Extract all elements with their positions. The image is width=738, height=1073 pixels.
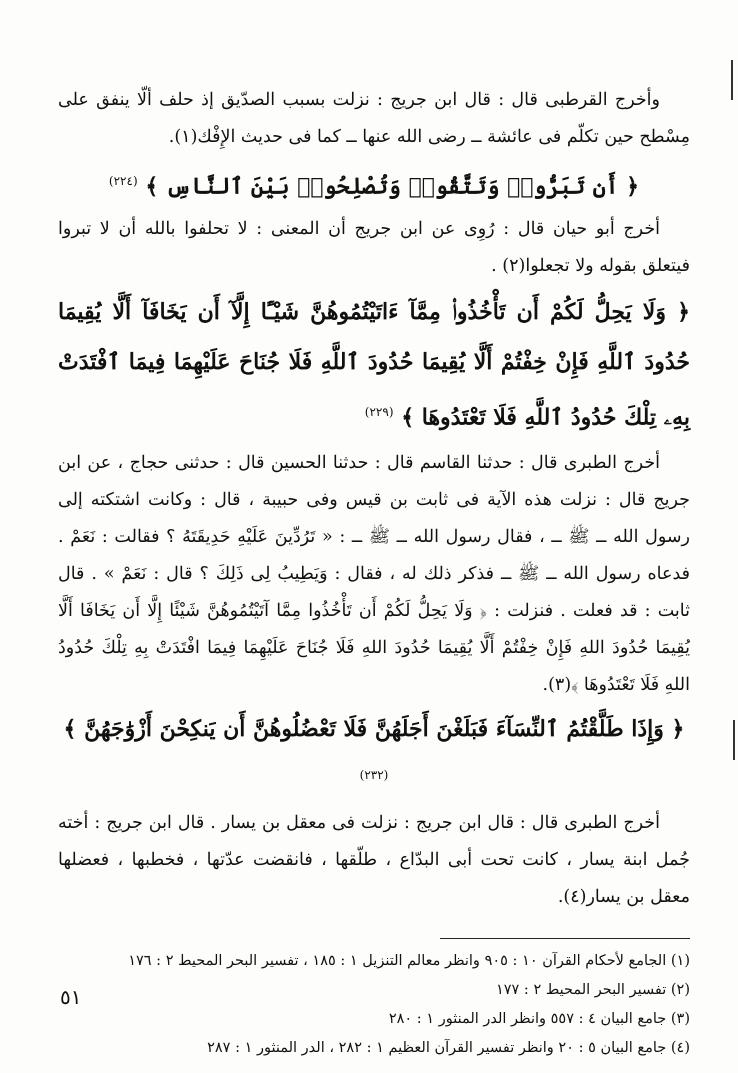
verse-232-text: ﴿ وَإِذَا طَلَّقْتُمُ ٱلنِّسَآءَ فَبَلَغْنَ أَجَلَهُنَّ فَلَا تَعْضُلُوهُنَّ أَن يَنكِحْنَ أَزْوَٰجَهُنَّ ﴾ <box>63 715 685 742</box>
verse-229 <box>58 287 690 442</box>
verse-229-text: ﴿ وَلَا يَحِلُّ لَكُمْ أَن تَأْخُذُوا۟ مِمَّآ ءَاتَيْتُمُوهُنَّ شَيْـًٔا إِلَّآ أَن يَخَافَآ أَلَّا يُقِيمَا حُدُودَ ٱللَّهِ فَإِنْ خِفْتُمْ أَلَّا يُقِيمَا حُدُودَ ٱللَّهِ فَلَا جُنَاحَ عَلَيْهِمَا فِيمَا ٱفْتَدَتْ بِهِۦ تِلْكَ حُدُودُ ٱللَّهِ فَلَا تَعْتَدُوهَا ﴾ <box>58 299 690 431</box>
verse-224 <box>58 158 690 209</box>
verse-232-number: (٢٣٢) <box>359 767 389 782</box>
page-number: ٥١ <box>60 985 82 1009</box>
verse-224-text: ﴿ أَن تَبَرُّوا۟ وَتَتَّقُوا۟ وَتُصْلِحُوا۟ بَيْنَ ٱلنَّاسِ ﴾ <box>145 173 640 200</box>
paragraph-qurtubi: وأخرج القرطبى قال : قال ابن جريج : نزلت بسبب الصدّيق إذ حلف ألّا ينفق على مِسْطح حين تكلّم فى عائشة ــ رضى الله عنها ــ كما فى حديث الإِفْك(١). <box>58 90 690 147</box>
footnote-2: (٢) تفسير البحر المحيط ٢ : ١٧٧ <box>495 981 690 998</box>
footnote-1: (١) الجامع لأحكام القرآن ١٠ : ٩٠٥ وانظر معالم التنزيل ١ : ١٨٥ ، تفسير البحر المحيط ٢ : ١٧٦ <box>128 952 690 969</box>
paragraph-abu-hayyan: أخرج أبو حيان قال : رُوِى عن ابن جريج أن المعنى : لا تحلفوا بالله أن لا تبروا فيتعلق بقوله ولا تجعلوا(٢) . <box>58 219 690 277</box>
verse-224-number: (٢٢٤) <box>108 174 138 188</box>
paragraph-tabari-1: أخرج الطبرى قال : حدثنا القاسم قال : حدثنا الحسين قال : حدثنى حجاج ، عن ابن جريج قال : نزلت هذه الآية فى ثابت بن قيس وفى حبيبة ، قال : وكانت اشتكته إلى رسول الله ــ ﷺ ــ ، فقال رسول الله ــ ﷺ ــ : « تَرُدِّينَ عَلَيْهِ حَدِيقَتَهُ ؟ فقالت : نَعَمْ . فدعاه رسول الله ــ ﷺ ــ فذكر ذلك له ، فقال : وَيَطِيبُ لِى ذَلِكَ ؟ قال : نَعَمْ » . قال ثابت : قد فعلت . فنزلت : ﴿ وَلَا يَحِلُّ لَكُمْ أَن تَأْخُذُوا مِمَّا آتَيْتُمُوهُنَّ شَيْئًا إِلَّا أَن يَخَافَا أَلَّا يُقِيمَا حُدُودَ اللهِ فَإِنْ خِفْتُمْ أَلَّا يُقِيمَا حُدُودَ اللهِ فَلَا جُنَاحَ عَلَيْهِمَا فِيمَا افْتَدَتْ بِهِ تِلْكَ حُدُودُ اللهِ فَلَا تَعْتَدُوهَا ﴾(٣). <box>58 452 691 695</box>
scan-edge-mark <box>733 720 735 760</box>
verse-232 <box>58 706 690 803</box>
paragraph-tabari-2: أخرج الطبرى قال : قال ابن جريج : نزلت فى معقل بن يسار . قال ابن جريج : أخته جُمل ابنة يسار ، كانت تحت أبى البدّاع ، طلّقها ، فانقضت عدّتها ، فخطبها ، فعضلها معقل بن يسار(٤). <box>58 812 690 907</box>
footnote-divider <box>440 938 690 939</box>
footnotes <box>58 947 690 1063</box>
scan-edge-mark <box>731 60 733 100</box>
footnote-4: (٤) جامع البيان ٥ : ٢٠ وانظر تفسير القرآن العظيم ١ : ٢٨٢ ، الدر المنثور ١ : ٢٨٧ <box>207 1039 690 1056</box>
page-body <box>58 82 690 1063</box>
footnote-3: (٣) جامع البيان ٤ : ٥٥٧ وانظر الدر المنثور ١ : ٢٨٠ <box>388 1010 690 1027</box>
verse-229-number: (٢٢٩) <box>364 405 394 420</box>
